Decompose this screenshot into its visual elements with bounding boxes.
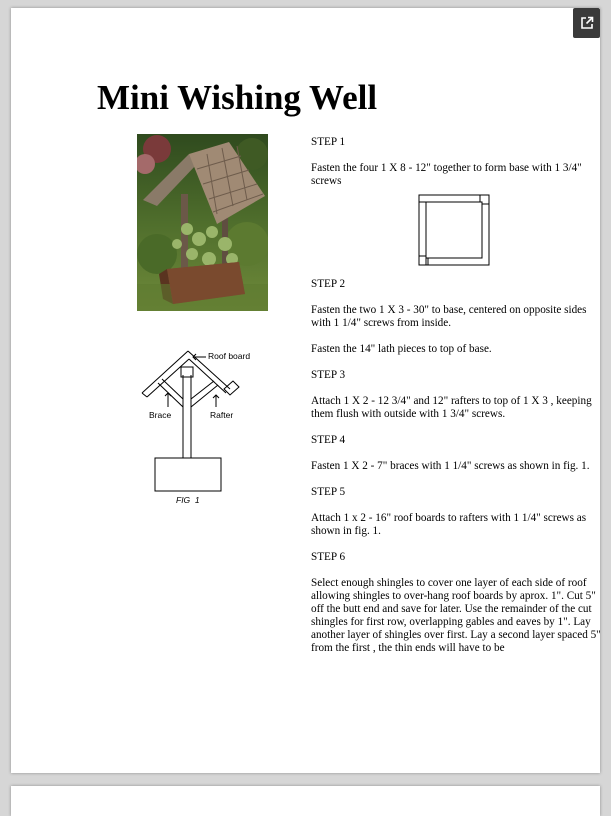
step-5-text: Attach 1 x 2 - 16" roof boards to rafters with 1 1/4" screws as shown in fig. 1. <box>311 512 587 537</box>
step-5-heading: STEP 5 <box>311 486 346 498</box>
roof-board-label: Roof board <box>208 351 251 361</box>
rafter-label: Rafter <box>210 410 234 420</box>
step-2-text-2: Fasten the 14" lath pieces to top of base. <box>311 343 492 355</box>
step-3-text: Attach 1 X 2 - 12 3/4" and 12" rafters to top of 1 X 3 , keeping them flush with outside with 1 3/4" screws. <box>311 395 592 420</box>
brace-label: Brace <box>149 410 172 420</box>
step-2-text-1: Fasten the two 1 X 3 - 30" to base, centered on opposite sides with 1 1/4" screws from inside. <box>311 304 587 329</box>
next-page <box>11 786 600 816</box>
figure-caption: FIG 1 <box>176 495 200 505</box>
wishing-well-photo <box>137 134 268 311</box>
popout-button[interactable] <box>573 8 600 38</box>
page-title: Mini Wishing Well <box>97 78 378 117</box>
step-6-heading: STEP 6 <box>311 551 346 563</box>
step-6-text: Select enough shingles to cover one layer of each side of roof allowing shingles to over-hang roof boards by aprox. 1". Cut 5" off the butt end and save for later. Use the remainder of the cut shingles for first row, overlapping gables and eaves by 1". Lay another layer of shingles over first. Lay a second layer spaced 5" from the first , the thin ends will have to be <box>311 577 601 654</box>
external-link-icon <box>580 16 594 30</box>
step-1-heading: STEP 1 <box>311 136 346 148</box>
step-4-text: Fasten 1 X 2 - 7" braces with 1 1/4" screws as shown in fig. 1. <box>311 460 590 472</box>
figure-1-diagram <box>128 345 268 510</box>
base-diagram <box>418 194 490 266</box>
step-3-heading: STEP 3 <box>311 369 346 381</box>
step-2-heading: STEP 2 <box>311 278 346 290</box>
instructions <box>311 136 601 655</box>
step-1-text: Fasten the four 1 X 8 - 12" together to form base with 1 3/4" screws <box>311 162 582 187</box>
step-4-heading: STEP 4 <box>311 434 346 446</box>
